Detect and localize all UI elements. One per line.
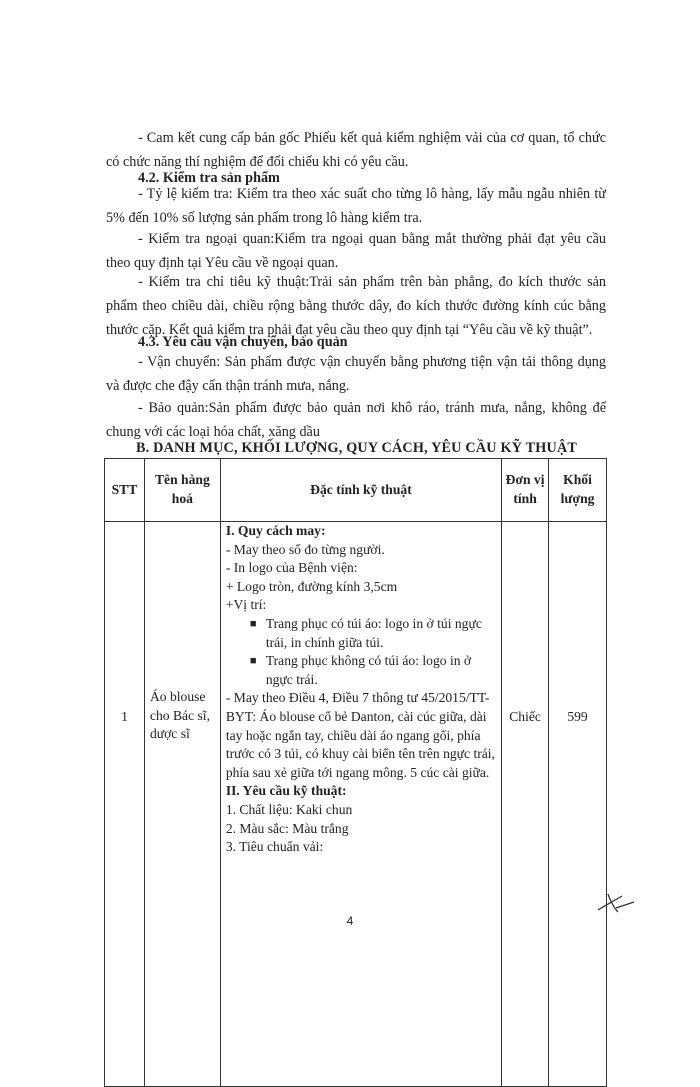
page-number: 4 [346, 914, 354, 928]
table-row [105, 522, 607, 1087]
header-product-name: Tên hàng hoá [144, 459, 220, 522]
cell-stt: 1 [105, 522, 145, 1087]
paragraph-transport: - Vận chuyển: Sản phẩm được vận chuyển bằng phương tiện vận tải thông dụng và được che đậy cẩn thận tránh mưa, nắng. [106, 354, 606, 394]
header-unit: Đơn vị tính [502, 459, 549, 522]
spec-line: 2. Màu sắc: Màu trắng [225, 820, 349, 836]
header-quantity: Khối lượng [549, 459, 607, 522]
spec-line: - In logo của Bệnh viện: [225, 560, 358, 576]
spec-line: 3. Tiêu chuẩn vải: [225, 839, 324, 855]
cell-unit: Chiếc [502, 522, 549, 1087]
paragraph-inspection-rate: - Tỷ lệ kiểm tra: Kiểm tra theo xác suất cho từng lô hàng, lấy mẫu ngẫu nhiên từ 5% đến 10% số lượng sản phẩm trong lô hàng kiểm tra. [106, 186, 606, 226]
spec-line: + Logo tròn, đường kính 3,5cm [225, 578, 398, 594]
initials-signature [592, 888, 636, 916]
bullet-icon: ■ [249, 655, 257, 668]
table-header-row [105, 459, 607, 522]
section-b-title: B. DANH MỤC, KHỐI LƯỢNG, QUY CÁCH, YÊU CẦU KỸ THUẬT [136, 440, 578, 456]
paragraph-commitment: - Cam kết cung cấp bản gốc Phiếu kết quả kiểm nghiệm vải của cơ quan, tổ chức có chức năng thí nghiệm để đối chiếu khi có yêu cầu. [106, 130, 606, 170]
cell-product-name: Áo blouse cho Bác sĩ, dược sĩ [144, 522, 220, 1087]
cell-technical-spec [220, 522, 501, 1087]
spec-bullet: ■ Trang phục không có túi áo: logo in ở ngực trái. [249, 653, 472, 687]
header-technical-spec: Đặc tính kỹ thuật [220, 459, 501, 522]
spec-heading-technical: II. Yêu cầu kỹ thuật: [225, 783, 347, 799]
header-stt: STT [105, 459, 145, 522]
spec-line: - May theo Điều 4, Điều 7 thông tư 45/2015/TT-BYT: Áo blouse cổ bẻ Danton, cài cúc giữa, dài tay hoặc ngắn tay, chiều dài áo ngang gối, phía trước có 3 túi, có khuy cài biển tên trên ngực trái, phía sau xẻ giữa tới ngang mông. 5 cúc cài giữa. [225, 690, 495, 780]
heading-4-3: 4.3. Yêu cầu vận chuyển, bảo quản [138, 334, 348, 350]
paragraph-visual-inspection: - Kiểm tra ngoại quan:Kiểm tra ngoại quan bằng mắt thường phải đạt yêu cầu theo quy định tại Yêu cầu về ngoại quan. [106, 231, 606, 271]
spec-bullet: ■ Trang phục có túi áo: logo in ở túi ngực trái, in chính giữa túi. [249, 615, 482, 650]
cell-quantity: 599 [549, 522, 607, 1087]
spec-line: - May theo số đo từng người. [225, 541, 385, 557]
paragraph-storage: - Bảo quản:Sản phẩm được bảo quản nơi khô ráo, tránh mưa, nắng, không để chung với các loại hóa chất, xăng dầu [106, 400, 606, 440]
bullet-icon: ■ [249, 617, 257, 630]
spec-line: +Vị trí: [225, 597, 267, 613]
paragraph-technical-inspection: - Kiểm tra chỉ tiêu kỹ thuật:Trải sản phẩm trên bàn phẳng, đo kích thước sản phẩm theo chiều dài, chiều rộng bằng thước dây, đo kích thước đường kính cúc bằng thước cặp. Kết quả kiểm tra phải đạt yêu cầu theo quy định tại “Yêu cầu về kỹ thuật”. [106, 274, 606, 338]
spec-line: 1. Chất liệu: Kaki chun [225, 801, 353, 817]
specification-table [104, 458, 607, 1087]
spec-heading-sewing: I. Quy cách may: [225, 523, 326, 538]
heading-4-2: 4.2. Kiểm tra sản phẩm [138, 170, 280, 186]
